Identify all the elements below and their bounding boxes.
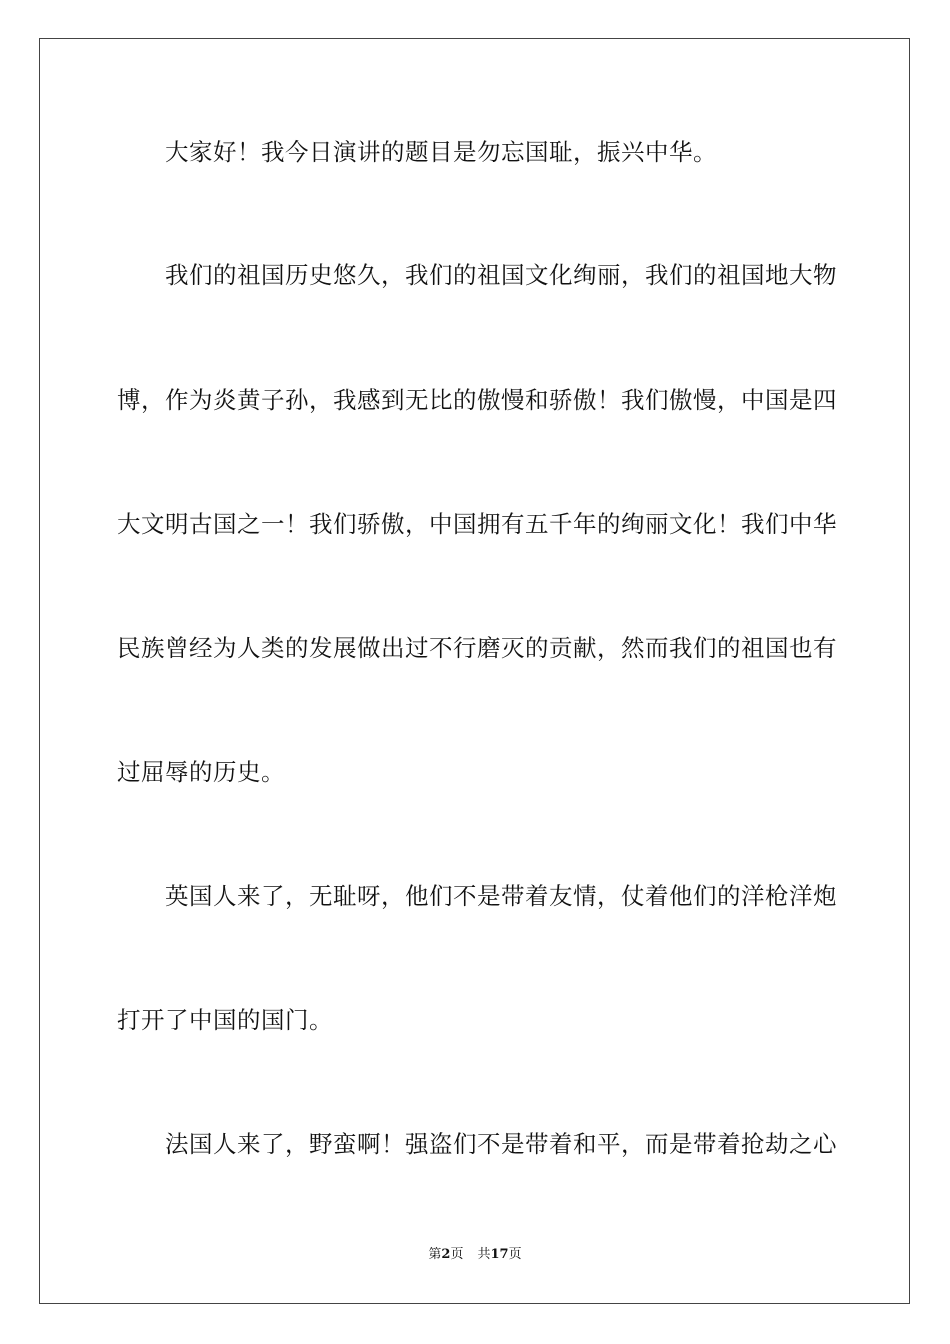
text-line-2: 我们的祖国历史悠久，我们的祖国文化绚丽，我们的祖国地大物: [165, 261, 837, 289]
total-suffix: 页: [508, 1247, 522, 1262]
page-footer: [0, 1246, 950, 1264]
total-pages: 17: [490, 1247, 509, 1262]
page-prefix: 第: [428, 1247, 442, 1262]
text-line-8: 打开了中国的国门。: [117, 1006, 333, 1034]
text-line-1: 大家好！我今日演讲的题目是勿忘国耻，振兴中华。: [165, 138, 717, 166]
text-line-5: 民族曾经为人类的发展做出过不行磨灭的贡献，然而我们的祖国也有: [117, 634, 837, 662]
page-suffix: 页: [450, 1247, 464, 1262]
text-line-7: 英国人来了，无耻呀，他们不是带着友情，仗着他们的洋枪洋炮: [165, 882, 837, 910]
text-line-3: 博，作为炎黄子孙，我感到无比的傲慢和骄傲！我们傲慢，中国是四: [117, 386, 837, 414]
page-number: 2: [441, 1247, 451, 1262]
text-line-9: 法国人来了，野蛮啊！强盗们不是带着和平，而是带着抢劫之心: [165, 1130, 837, 1158]
text-line-6: 过屈辱的历史。: [117, 758, 285, 786]
page-border: [39, 38, 910, 1304]
text-line-4: 大文明古国之一！我们骄傲，中国拥有五千年的绚丽文化！我们中华: [117, 510, 837, 538]
total-prefix: 共: [477, 1247, 491, 1262]
